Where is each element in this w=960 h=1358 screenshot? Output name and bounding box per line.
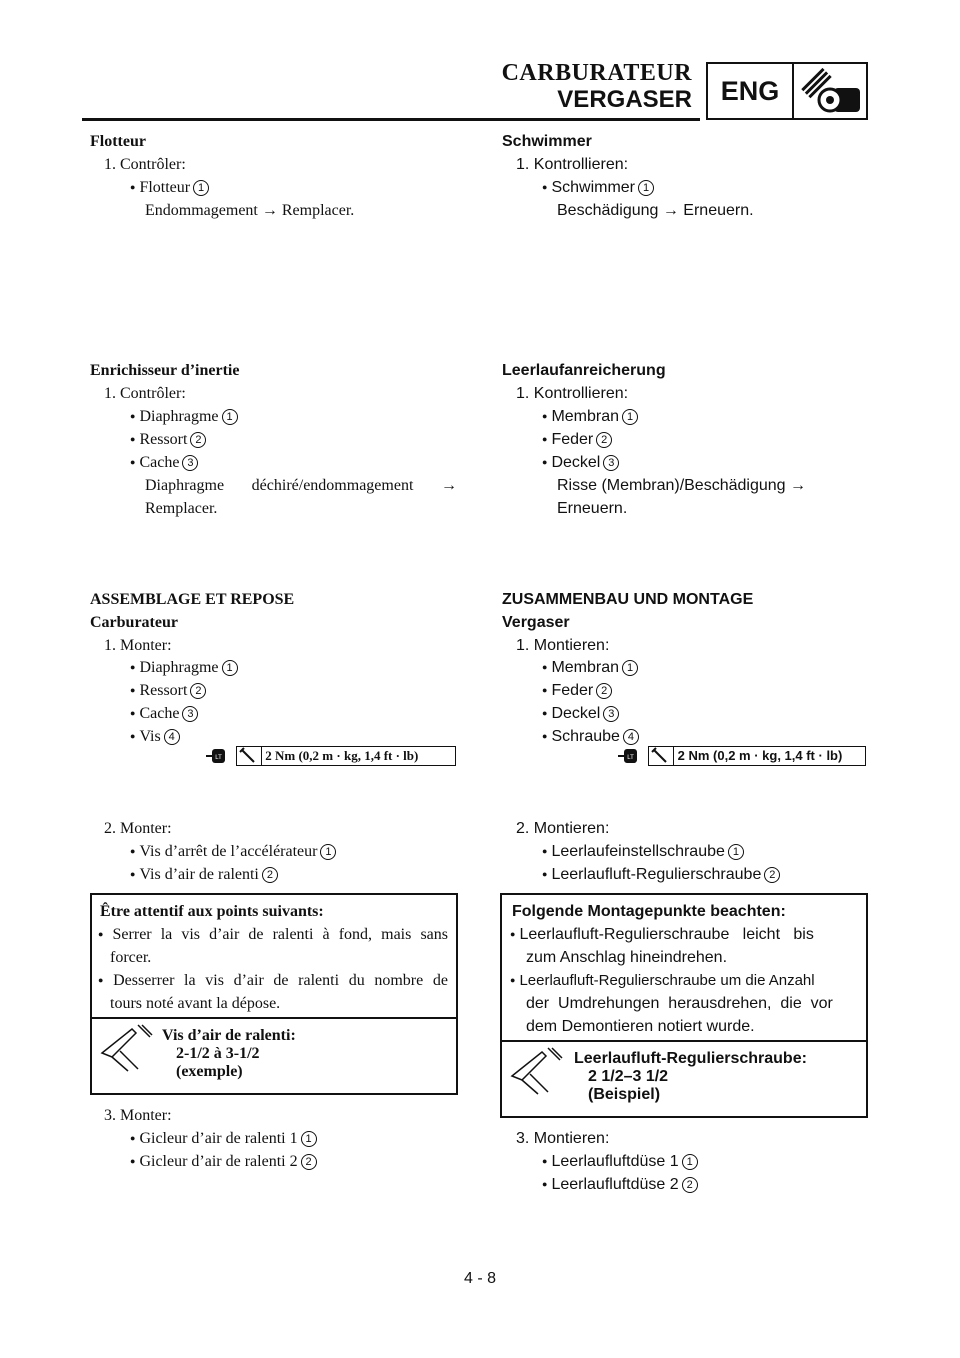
- locking-agent-icon: [206, 746, 226, 766]
- fr-enrich-step: 1. Contrôler:: [104, 385, 186, 402]
- fr-note-bullet-cont: forcer.: [110, 949, 152, 966]
- locking-agent-icon: [618, 746, 638, 766]
- fr-assembly-item: ● Vis d’air de ralenti 2: [130, 864, 278, 887]
- de-assembly-subheading: Vergaser: [502, 614, 570, 631]
- de-enrich-heading: Leerlaufanreicherung: [502, 362, 666, 379]
- de-assembly-heading: ZUSAMMENBAU UND MONTAGE: [502, 591, 754, 608]
- fr-enrich-item: ● Diaphragme 1: [130, 406, 238, 429]
- de-note-bullet-cont: dem Demontieren notiert wurde.: [526, 1018, 755, 1035]
- fr-spec-note: (exemple): [176, 1063, 243, 1080]
- fr-assembly-item: ● Gicleur d’air de ralenti 2 2: [130, 1151, 317, 1174]
- de-enrich-result-2: Erneuern.: [557, 500, 628, 517]
- fr-enrich-item: ● Cache 3: [130, 452, 198, 475]
- header-title-fr: CARBURATEUR: [501, 60, 692, 86]
- header-rule: [82, 118, 700, 121]
- section-badge-label: ENG: [708, 64, 794, 118]
- fr-float-heading: Flotteur: [90, 133, 146, 150]
- de-float-item: ● Schwimmer 1: [542, 177, 654, 200]
- de-note-bullet-cont: zum Anschlag hineindrehen.: [526, 949, 728, 966]
- fr-torque-spec: 2 Nm (0,2 m · kg, 1,4 ft · lb): [236, 746, 456, 766]
- fr-note-title: Être attentif aux points suivants:: [100, 903, 324, 920]
- de-spec-note: (Beispiel): [588, 1086, 661, 1103]
- fr-note-bullet-cont: tours noté avant la dépose.: [110, 995, 281, 1012]
- de-enrich-item: ● Membran 1: [542, 406, 638, 429]
- de-assembly-item: ● Leerlaufluft-Regulierschraube 2: [542, 864, 780, 887]
- de-assembly-item: ● Leerlaufluftdüse 2 2: [542, 1174, 698, 1197]
- fr-assembly-step-2: 2. Monter:: [104, 820, 172, 837]
- caliper-tool-icon: [98, 1023, 154, 1073]
- fr-assembly-item: ● Gicleur d’air de ralenti 1 1: [130, 1128, 317, 1151]
- torque-wrench-icon: [237, 747, 262, 765]
- de-note-divider: [502, 1040, 866, 1042]
- de-enrich-item: ● Feder 2: [542, 429, 612, 452]
- fr-note-bullet: ● Serrer la vis d’air de ralenti à fond, mais sans: [98, 924, 448, 947]
- fr-note-bullet: ● Desserrer la vis d’air de ralenti du nombre de: [98, 970, 448, 993]
- fr-assembly-step-1: 1. Monter:: [104, 637, 172, 654]
- fr-assembly-item: ● Diaphragme 1: [130, 657, 238, 680]
- de-assembly-item: ● Leerlaufeinstellschraube 1: [542, 841, 744, 864]
- fr-assembly-item: ● Cache 3: [130, 703, 198, 726]
- carburetor-icon: [794, 66, 864, 116]
- de-assembly-item: ● Feder 2: [542, 680, 612, 703]
- fr-note-divider: [92, 1017, 456, 1019]
- fr-note-box: [90, 893, 458, 1095]
- caliper-tool-icon: [508, 1046, 564, 1096]
- fr-float-item: ● Flotteur 1: [130, 177, 209, 200]
- de-assembly-item: ● Leerlaufluftdüse 1 1: [542, 1151, 698, 1174]
- fr-float-step: 1. Contrôler:: [104, 156, 186, 173]
- de-assembly-item: ● Deckel 3: [542, 703, 619, 726]
- de-spec-title: Leerlaufluft-Regulierschraube:: [574, 1050, 807, 1067]
- de-assembly-item: ● Schraube 4: [542, 726, 639, 749]
- page-number: 4 - 8: [463, 1270, 496, 1287]
- fr-assembly-item: ● Vis d’arrêt de l’accélérateur 1: [130, 841, 336, 864]
- fr-float-result: Endommagement → Remplacer.: [145, 202, 355, 219]
- fr-enrich-heading: Enrichisseur d’inertie: [90, 362, 240, 379]
- de-enrich-result: Risse (Membran)/Beschädigung →: [557, 477, 806, 494]
- de-assembly-step-3: 3. Montieren:: [516, 1130, 610, 1147]
- fr-enrich-result: Diaphragme déchiré/endommagement →: [145, 477, 457, 494]
- de-assembly-item: ● Membran 1: [542, 657, 638, 680]
- svg-text:LT: LT: [627, 755, 634, 761]
- fr-enrich-result-2: Remplacer.: [145, 500, 218, 517]
- fr-spec-title: Vis d’air de ralenti:: [162, 1027, 296, 1044]
- de-note-box: [500, 893, 868, 1118]
- fr-assembly-heading: ASSEMBLAGE ET REPOSE: [90, 591, 295, 608]
- de-assembly-step-1: 1. Montieren:: [516, 637, 610, 654]
- header-title-de: VERGASER: [557, 86, 692, 113]
- de-float-step: 1. Kontrollieren:: [516, 156, 629, 173]
- de-assembly-step-2: 2. Montieren:: [516, 820, 610, 837]
- torque-wrench-icon: [649, 747, 674, 765]
- de-note-bullet-cont: der Umdrehungen herausdrehen, die vor: [526, 995, 833, 1012]
- fr-spec-value: 2-1/2 à 3-1/2: [176, 1045, 260, 1062]
- fr-assembly-subheading: Carburateur: [90, 614, 178, 631]
- de-enrich-item: ● Deckel 3: [542, 452, 619, 475]
- de-float-heading: Schwimmer: [502, 133, 592, 150]
- de-note-bullet: ● Leerlaufluft-Regulierschraube leicht bis: [510, 924, 858, 947]
- de-note-bullet: ● Leerlaufluft-Regulierschraube um die Anzahl: [510, 970, 858, 993]
- de-torque-spec: 2 Nm (0,2 m · kg, 1,4 ft · lb): [648, 746, 866, 766]
- fr-assembly-item: ● Ressort 2: [130, 680, 206, 703]
- fr-assembly-step-3: 3. Monter:: [104, 1107, 172, 1124]
- de-spec-value: 2 1/2–3 1/2: [588, 1068, 669, 1085]
- fr-enrich-item: ● Ressort 2: [130, 429, 206, 452]
- svg-text:LT: LT: [215, 755, 222, 761]
- section-badge: [706, 62, 868, 120]
- de-note-title: Folgende Montagepunkte beachten:: [512, 903, 786, 920]
- fr-assembly-item: ● Vis 4: [130, 726, 180, 749]
- de-enrich-step: 1. Kontrollieren:: [516, 385, 629, 402]
- de-float-result: Beschädigung → Erneuern.: [557, 202, 754, 219]
